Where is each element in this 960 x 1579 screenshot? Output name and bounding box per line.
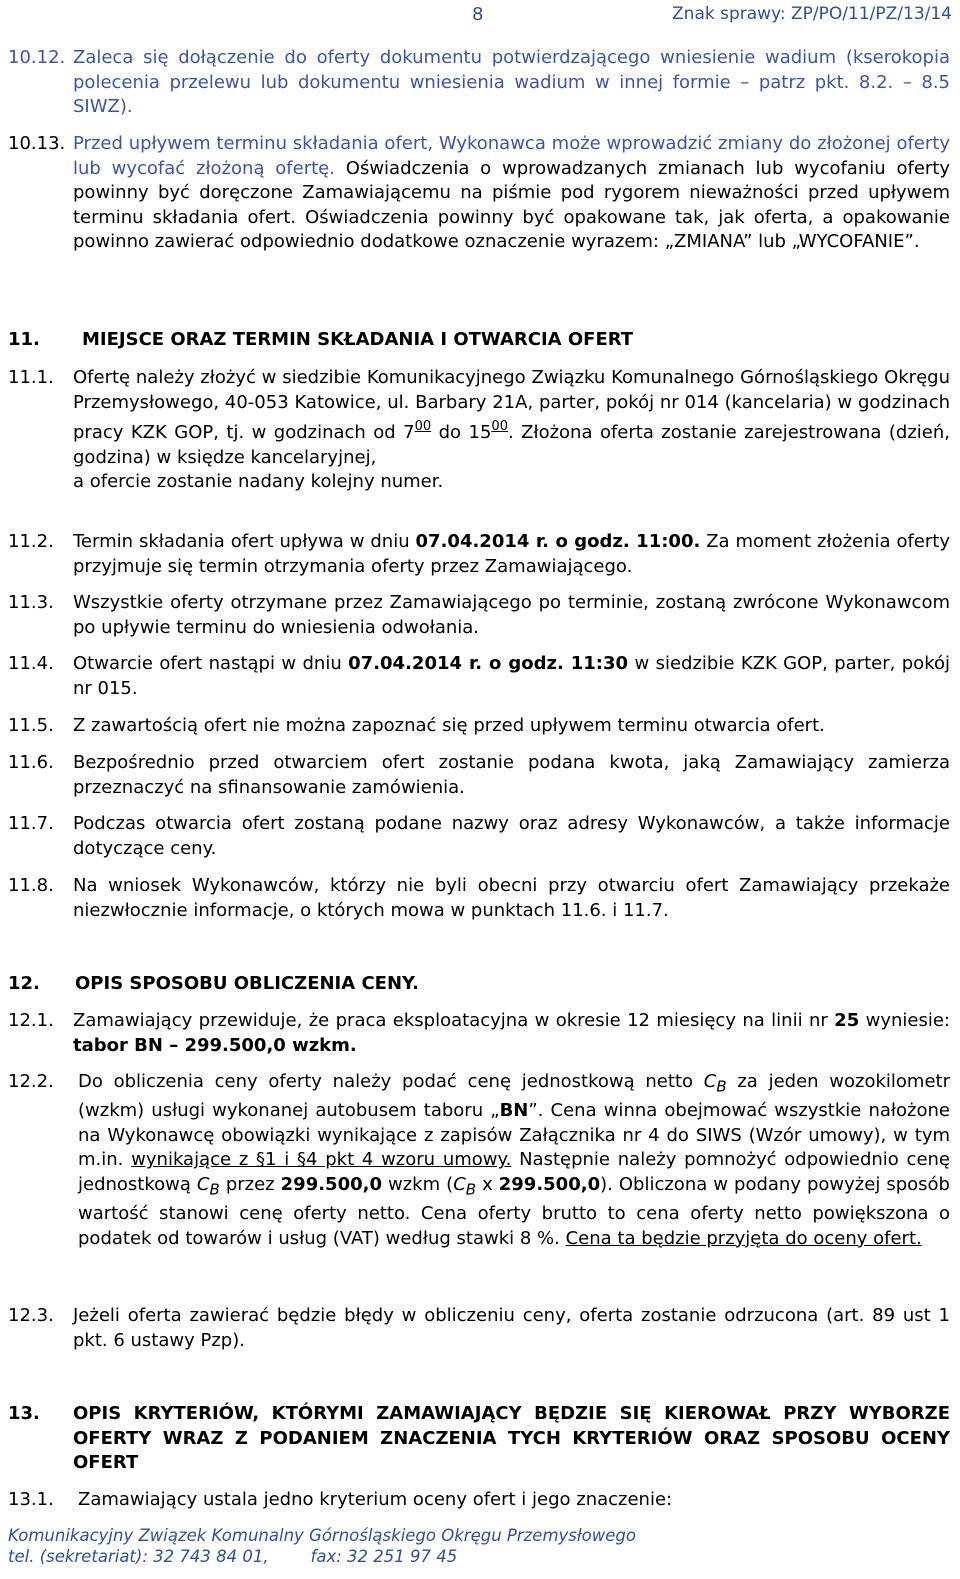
section-12-1 xyxy=(8,1009,950,1058)
section-number: 12.3. xyxy=(8,1305,54,1326)
section-text: Wszystkie oferty otrzymane przez Zamawiającego po terminie, zostaną zwrócone Wykonawcom po upływie terminu do wniesienia odwołania. xyxy=(73,592,950,638)
section-text: Przed upływem terminu składania ofert, Wykonawca może wprowadzić zmiany do złożonej oferty lub wycofać złożoną ofertę. Oświadczenia o wprowadzanych zmianach lub wycofaniu oferty powinny być doręczone Zamawiającemu na piśmie pod rygorem nieważności przed upływem terminu składania ofert. Oświadczenia powinny być opakowane tak, jak oferta, a opakowanie powinno zawierać odpowiednio dodatkowe oznaczenie wyrazem: „ZMIANA” lub „WYCOFANIE”. xyxy=(73,133,950,253)
section-13-1 xyxy=(8,1488,950,1513)
section-10-13 xyxy=(8,132,950,255)
section-number: 10.12. xyxy=(8,47,66,68)
section-text: Zaleca się dołączenie do oferty dokumentu potwierdzającego wniesienie wadium (kserokopia polecenia przelewu lub dokumentu wniesienia wadium w innej formie – patrz pkt. 8.2. – 8.5 SIWZ). xyxy=(73,47,950,118)
section-text: Zamawiający przewiduje, że praca eksploatacyjna w okresie 12 miesięcy na linii nr 25 wyniesie: tabor BN – 299.500,0 wzkm. xyxy=(73,1010,950,1056)
section-text: Termin składania ofert upływa w dniu 07.04.2014 r. o godz. 11:00. Za moment złożenia oferty przyjmuje się termin otrzymania oferty przez Zamawiającego. xyxy=(73,531,950,577)
heading-number: 13. xyxy=(8,1403,40,1424)
section-number: 11.6. xyxy=(8,752,54,773)
section-text: Ofertę należy złożyć w siedzibie Komunikacyjnego Związku Komunalnego Górnośląskiego Okręgu Przemysłowego, 40-053 Katowice, ul. Barbary 21A, parter, pokój nr 014 (kancelaria) w godzinach pracy KZK GOP, tj. w godzinach od $7^{00}$ do $15^{00}$. Złożona oferta zostanie zarejestrowana (dzień, godzina) w księdze kancelaryjnej, a ofercie zostanie nadany kolejny numer. xyxy=(73,367,950,493)
footer-contact: tel. (sekretariat): 32 743 84 01, fax: 32 251 97 45 xyxy=(8,1547,458,1566)
section-text: Na wniosek Wykonawców, którzy nie byli obecni przy otwarciu ofert Zamawiający przekaże niezwłocznie informacje, o których mowa w punktach 11.6. i 11.7. xyxy=(73,875,950,921)
section-number: 11.4. xyxy=(8,653,54,674)
section-number: 13.1. xyxy=(8,1489,54,1510)
section-number: 12.2. xyxy=(8,1071,54,1092)
section-number: 11.1. xyxy=(8,367,54,388)
section-11-2 xyxy=(8,530,950,579)
section-12-2 xyxy=(8,1070,950,1251)
section-11-5 xyxy=(8,714,950,739)
section-text: Z zawartością ofert nie można zapoznać się przed upływem terminu otwarcia ofert. xyxy=(73,715,825,736)
section-text: Jeżeli oferta zawierać będzie błędy w obliczeniu ceny, oferta zostanie odrzucona (art. 89 ust 1 pkt. 6 ustawy Pzp). xyxy=(73,1305,950,1351)
section-text: Otwarcie ofert nastąpi w dniu 07.04.2014 r. o godz. 11:30 w siedzibie KZK GOP, parter, pokój nr 015. xyxy=(73,653,950,699)
section-number: 10.13. xyxy=(8,133,66,154)
section-number: 11.2. xyxy=(8,531,54,552)
section-11-4 xyxy=(8,652,950,701)
section-11-8 xyxy=(8,874,950,923)
section-number: 11.3. xyxy=(8,592,54,613)
section-number: 12.1. xyxy=(8,1010,54,1031)
heading-section-11 xyxy=(8,328,950,353)
section-text: Podczas otwarcia ofert zostaną podane nazwy oraz adresy Wykonawców, a także informacje dotyczące ceny. xyxy=(73,813,950,859)
heading-title: OPIS SPOSOBU OBLICZENIA CENY. xyxy=(75,973,419,994)
heading-number: 12. xyxy=(8,973,40,994)
section-text: Bezpośrednio przed otwarciem ofert zostanie podana kwota, jaką Zamawiający zamierza przeznaczyć na sfinansowanie zamówienia. xyxy=(73,752,950,798)
section-11-1 xyxy=(8,366,950,495)
page-number: 8 xyxy=(472,4,484,25)
section-12-3 xyxy=(8,1304,950,1353)
section-11-3 xyxy=(8,591,950,640)
case-reference: Znak sprawy: ZP/PO/11/PZ/13/14 xyxy=(672,4,952,24)
heading-section-13 xyxy=(8,1402,950,1476)
section-text: Do obliczenia ceny oferty należy podać cenę jednostkową netto $C_B$ za jeden wozokilometr (wzkm) usługi wykonanej autobusem taboru „BN”. Cena winna obejmować wszystkie nałożone na Wykonawcę obowiązki wynikające z zapisów Załącznika nr 4 do SIWS (Wzór umowy), w tym m.in. wynikające z §1 i §4 pkt 4 wzoru umowy. Następnie należy pomnożyć odpowiednio cenę jednostkową $C_B$ przez 299.500,0 wzkm ($C_B$ x 299.500,0). Obliczona w podany powyżej sposób wartość stanowi cenę oferty netto. Cena oferty brutto to cena oferty netto powiększona o podatek od towarów i usług (VAT) według stawki 8 %. Cena ta będzie przyjęta do oceny ofert. xyxy=(78,1071,951,1249)
section-number: 11.7. xyxy=(8,813,54,834)
section-11-6 xyxy=(8,751,950,800)
section-number: 11.8. xyxy=(8,875,54,896)
section-11-7 xyxy=(8,812,950,861)
heading-number: 11. xyxy=(8,329,40,350)
section-text: Zamawiający ustala jedno kryterium oceny ofert i jego znaczenie: xyxy=(78,1489,673,1510)
section-number: 11.5. xyxy=(8,715,54,736)
footer-organization: Komunikacyjny Związek Komunalny Górnośląskiego Okręgu Przemysłowego xyxy=(8,1526,636,1545)
heading-section-12 xyxy=(8,972,950,997)
heading-title: OPIS KRYTERIÓW, KTÓRYMI ZAMAWIAJĄCY BĘDZIE SIĘ KIEROWAŁ PRZY WYBORZE OFERTY WRAZ Z PODANIEM ZNACZENIA TYCH KRYTERIÓW ORAZ SPOSOBU OCENY OFERT xyxy=(73,1403,950,1474)
heading-title: MIEJSCE ORAZ TERMIN SKŁADANIA I OTWARCIA OFERT xyxy=(82,329,634,350)
section-10-12 xyxy=(8,46,950,120)
